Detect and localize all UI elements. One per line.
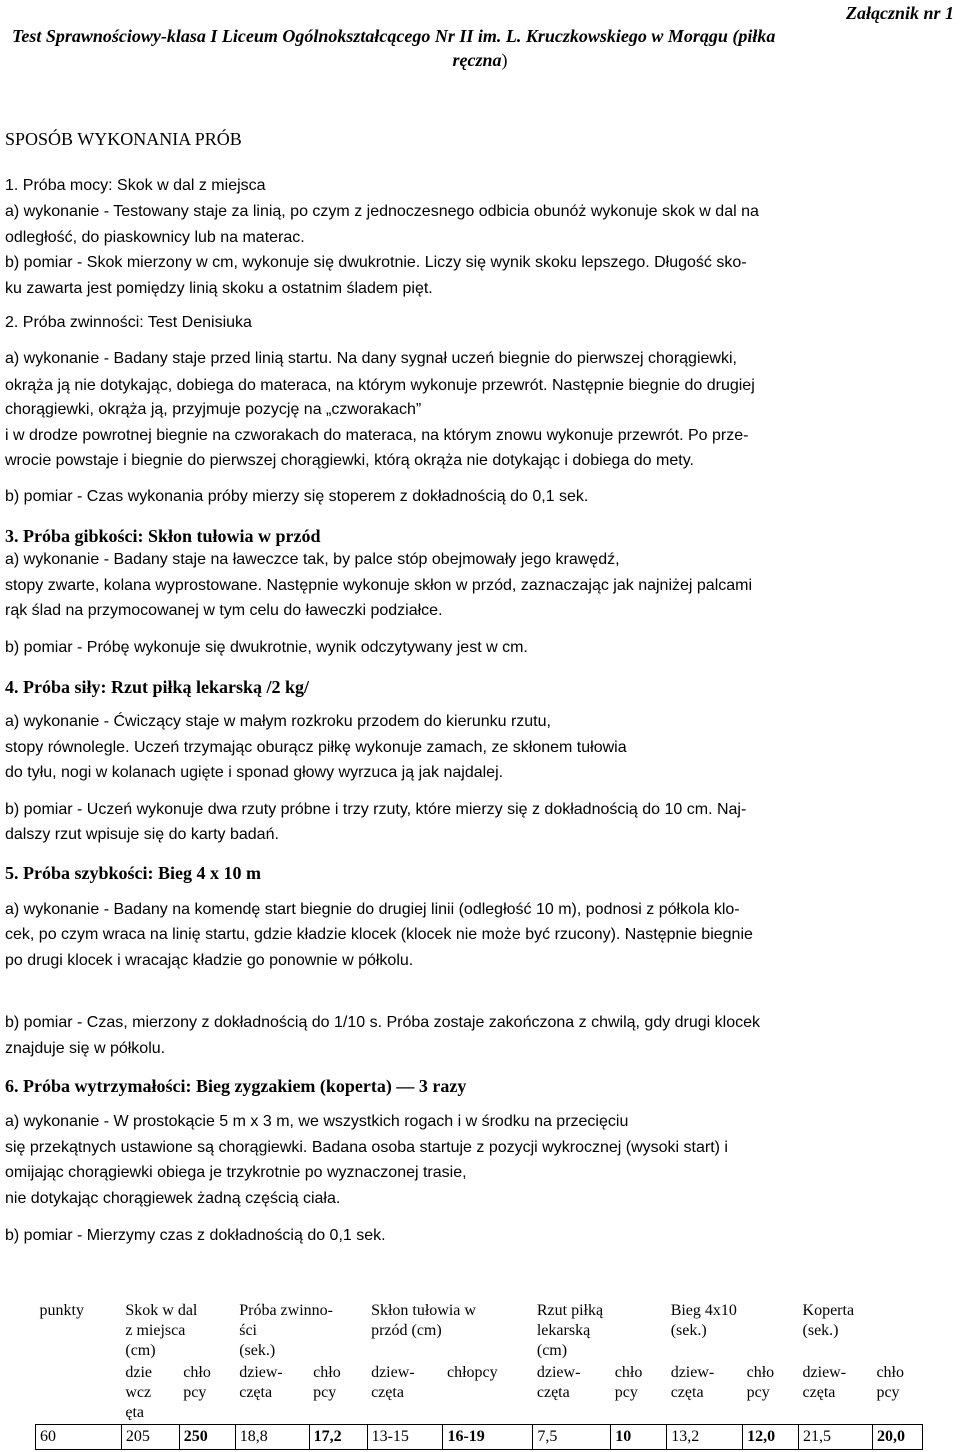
text-line: a) wykonanie - Badany staje na ławeczce tak, by palce stóp obejmowały jego krawędź,: [5, 551, 620, 568]
text-line: i w drodze powrotnej biegnie na czworakach do materaca, na którym znowu wykonuje przewrót. Po prze-: [5, 427, 749, 444]
table-cell: 21,5: [799, 1425, 873, 1450]
text-line: b) pomiar - Czas, mierzony z dokładnością do 1/10 s. Próba zostaje zakończona z chwilą, gdy drugi klocek: [5, 1014, 761, 1031]
text-line: b) pomiar - Mierzymy czas z dokładnością do 0,1 sek.: [5, 1227, 386, 1244]
annex-label: Załącznik nr 1: [845, 3, 954, 23]
table-cell: 10: [611, 1425, 667, 1450]
test-6-heading: 6. Próba wytrzymałości: Bieg zygzakiem (koperta) — 3 razy: [5, 1076, 467, 1096]
table-subheader-cell: dziew- częta: [670, 1364, 715, 1401]
table-subheader-cell: dziew- częta: [239, 1364, 283, 1401]
results-table: [35, 1298, 923, 1450]
text-line: a) wykonanie - Badany na komendę start biegnie do drugiej linii (odległość 10 m), podnosi z półkola klo-: [5, 901, 740, 918]
table-header-cell: Koperta (sek.): [802, 1302, 855, 1339]
table-subheader-cell: chło pcy: [746, 1364, 775, 1401]
text-line: odległość, do piaskownicy lub na materac.: [5, 229, 305, 246]
table-cell: 20,0: [872, 1425, 922, 1450]
table-cell: 12,0: [743, 1425, 799, 1450]
table-subheader-cell: dziew- częta: [802, 1364, 847, 1401]
table-header-cell: Skłon tułowia w przód (cm): [371, 1302, 476, 1339]
test-3-heading: 3. Próba gibkości: Skłon tułowia w przód: [5, 526, 321, 546]
table-cell: 250: [179, 1425, 235, 1450]
text-line: dalszy rzut wpisuje się do karty badań.: [5, 826, 279, 843]
test-2-heading: 2. Próba zwinności: Test Denisiuka: [5, 314, 252, 331]
table-subheader-cell: chło pcy: [614, 1364, 643, 1401]
text-line: się przekątnych ustawione są chorągiewki. Badana osoba startuje z pozycji wykrocznej (wysoki start) i: [5, 1139, 728, 1156]
table-header-cell: Bieg 4x10 (sek.): [670, 1302, 737, 1339]
text-line: po drugi klocek i wracając kładzie go ponownie w półkolu.: [5, 952, 414, 969]
text-line: a) wykonanie - W prostokącie 5 m x 3 m, we wszystkich rogach i w środku na przecięciu: [5, 1113, 629, 1130]
text-line: stopy równolegle. Uczeń trzymając oburącz piłkę wykonuje zamach, ze skłonem tułowia: [5, 739, 627, 756]
table-subheader-cell: chło pcy: [313, 1364, 341, 1401]
table-header-cell: punkty: [39, 1302, 84, 1319]
section-heading: SPOSÓB WYKONANIA PRÓB: [5, 129, 242, 149]
text-line: wrocie powstaje i biegnie do pierwszej chorągiewki, którą okrąża nie dotykając i dobiega do mety.: [5, 452, 694, 469]
text-line: znajduje się w półkolu.: [5, 1040, 166, 1057]
table-cell: 17,2: [309, 1425, 367, 1450]
text-line: chorągiewki, okrąża ją, przyjmuje pozycję na „czworakach”: [5, 401, 422, 418]
table-cell: 13-15: [367, 1425, 443, 1450]
table-subheader-cell: chło pcy: [876, 1364, 904, 1401]
table-subheader-cell: dzie wcz ęta: [125, 1364, 153, 1421]
text-line: omijając chorągiewki obiega je trzykrotnie po wyznaczonej trasie,: [5, 1164, 467, 1181]
test-4-heading: 4. Próba siły: Rzut piłką lekarską /2 kg/: [5, 677, 310, 697]
document-title-paren: ): [501, 50, 508, 70]
table-header-cell: Rzut piłką lekarską (cm): [536, 1302, 604, 1359]
table-row: [36, 1425, 923, 1450]
test-5-heading: 5. Próba szybkości: Bieg 4 x 10 m: [5, 863, 261, 883]
table-cell: 7,5: [533, 1425, 611, 1450]
text-line: nie dotykając chorągiewek żadną częścią ciała.: [5, 1190, 341, 1207]
text-line: a) wykonanie - Testowany staje za linią, po czym z jednoczesnego odbicia obunóż wykonuje skok w dal na: [5, 203, 759, 220]
test-1-heading: 1. Próba mocy: Skok w dal z miejsca: [5, 177, 266, 194]
text-line: rąk ślad na przymocowanej w tym celu do ławeczki podziałce.: [5, 602, 443, 619]
table-header-cell: Próba zwinno- ści (sek.): [239, 1302, 333, 1359]
table-cell: 18,8: [235, 1425, 309, 1450]
table-subheader-row: [36, 1362, 923, 1425]
table-subheader-cell: dziew- częta: [536, 1364, 581, 1401]
table-cell: 13,2: [667, 1425, 743, 1450]
text-line: cek, po czym wraca na linię startu, gdzie kładzie klocek (klocek nie może być rzucony). Następnie biegnie: [5, 926, 753, 943]
text-line: b) pomiar - Czas wykonania próby mierzy się stoperem z dokładnością do 0,1 sek.: [5, 488, 589, 505]
table-cell: 205: [121, 1425, 179, 1450]
text-line: b) pomiar - Uczeń wykonuje dwa rzuty próbne i trzy rzuty, które mierzy się z dokładnością do 10 cm. Naj-: [5, 801, 747, 818]
text-line: do tyłu, nogi w kolanach ugięte i sponad głowy wyrzuca ją jak najdalej.: [5, 764, 504, 781]
table-subheader-cell: dziew- częta: [371, 1364, 415, 1401]
document-title-line1: Test Sprawnościowy-klasa I Liceum Ogólnokształcącego Nr II im. L. Kruczkowskiego w Morągu (piłka: [12, 26, 776, 46]
text-line: stopy zwarte, kolana wyprostowane. Następnie wykonuje skłon w przód, zaznaczając jak najniżej palcami: [5, 577, 753, 594]
text-line: a) wykonanie - Badany staje przed linią startu. Na dany sygnał uczeń biegnie do pierwszej chorągiewki,: [5, 350, 737, 367]
document-title-word: ręczna: [452, 50, 502, 70]
table-cell: 16-19: [443, 1425, 533, 1450]
table-subheader-cell: chło pcy: [183, 1364, 211, 1401]
text-line: b) pomiar - Skok mierzony w cm, wykonuje się dwukrotnie. Liczy się wynik skoku lepszego. Długość sko-: [5, 254, 747, 271]
text-line: ku zawarta jest pomiędzy linią skoku a ostatnim śladem pięt.: [5, 280, 433, 297]
text-line: a) wykonanie - Ćwiczący staje w małym rozkroku przodem do kierunku rzutu,: [5, 713, 551, 730]
text-line: okrąża ją nie dotykając, dobiega do materaca, na którym wykonuje przewrót. Następnie biegnie do drugiej: [5, 377, 755, 394]
text-line: b) pomiar - Próbę wykonuje się dwukrotnie, wynik odczytywany jest w cm.: [5, 639, 528, 656]
table-header-row: [36, 1298, 923, 1362]
document-title-line2: [0, 51, 960, 69]
table-header-cell: Skok w dal z miejsca (cm): [125, 1302, 198, 1359]
table-cell: 60: [36, 1425, 122, 1450]
table-subheader-cell: chłopcy: [446, 1364, 498, 1381]
